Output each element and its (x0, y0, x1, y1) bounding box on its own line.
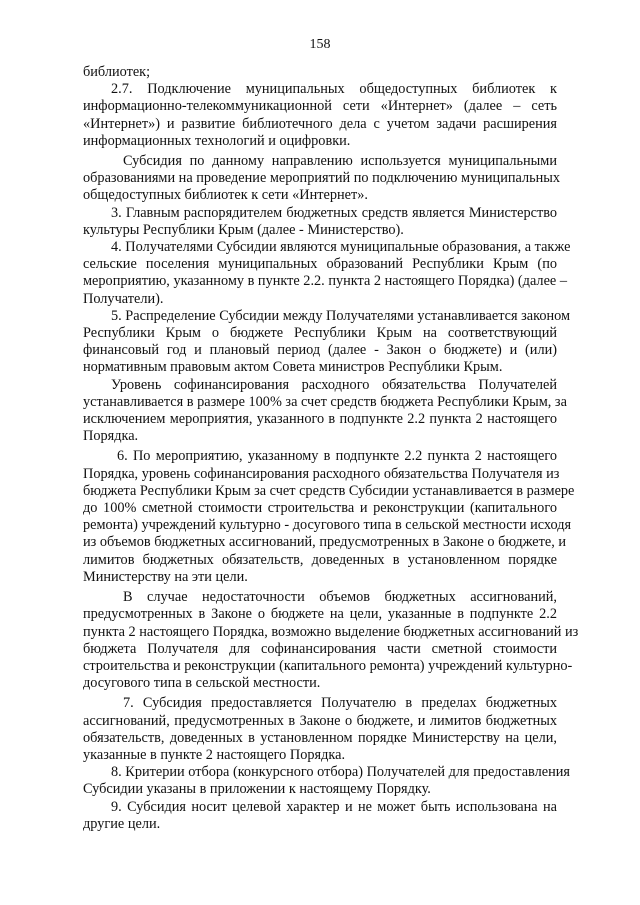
paragraph-5 (83, 307, 571, 377)
text-line: Республики Крым о бюджете Республики Крым на соответствующий (83, 325, 557, 342)
text-line: Порядка, уровень софинансирования расходного обязательства Получателя из (83, 465, 560, 482)
text-line: Порядка. (83, 428, 139, 445)
text-line: Субсидии указаны в приложении к настоящему Порядку. (83, 781, 431, 798)
text-line: предусмотренных в Законе о бюджете на цели, указанные в подпункте 2.2 (83, 606, 557, 623)
text-line: из объемов бюджетных ассигнований, предусмотренных в Законе о бюджете, и (83, 534, 567, 551)
text-line: 5. Распределение Субсидии между Получателями устанавливается законом (111, 307, 571, 324)
text-line: строительства и реконструкции (капитального ремонта) учреждений культурно- (83, 657, 573, 674)
text-line: информационных технологий и оцифровки. (83, 132, 351, 149)
text-line: 4. Получателями Субсидии являются муниципальные образования, а также (111, 239, 571, 256)
text-line: досугового типа в сельской местности. (83, 675, 321, 692)
text-line: бюджета Республики Крым за счет средств Субсидии устанавливается в размере (83, 482, 575, 499)
text-line: В случае недостаточности объемов бюджетных ассигнований, (123, 589, 557, 606)
page-number: 158 (309, 37, 331, 52)
text-line: финансовый год и плановый период (далее - Закон о бюджете) и (или) (83, 342, 557, 359)
text-line: обязательств, доведенных в установленном порядке Министерству на цели, (83, 729, 557, 746)
text-line: до 100% сметной стоимости строительства и реконструкции (капитального (83, 500, 557, 517)
text-line: устанавливается в размере 100% за счет средств бюджета Республики Крым, за (83, 393, 567, 410)
text-line: образованиями на проведение мероприятий по подключению муниципальных (83, 170, 561, 187)
paragraph-7 (83, 695, 557, 764)
text-line: мероприятию, указанному в пункте 2.2. пункта 2 настоящего Порядка) (далее – (83, 273, 567, 290)
text-line: общедоступных библиотек к сети «Интернет». (83, 187, 368, 204)
text-line: нормативным правовым актом Совета министров Республики Крым. (83, 359, 503, 376)
text-line: лимитов бюджетных обязательств, доведенных в установленном порядке (83, 551, 557, 568)
paragraph-cofinancing-level (83, 376, 567, 446)
text-line: Министерству на эти цели. (83, 568, 248, 585)
text-line: исключением мероприятия, указанного в подпункте 2.2 пункта 2 настоящего (83, 411, 557, 428)
document-body (83, 64, 579, 833)
text-line: информационно-телекоммуникационной сети «Интернет» (далее – сеть (83, 98, 557, 115)
text-line: другие цели. (83, 815, 161, 832)
text-line: 3. Главным распорядителем бюджетных средств является Министерство (111, 204, 557, 221)
text-line: ассигнований, предусмотренных в Законе о бюджете, и лимитов бюджетных (83, 712, 557, 729)
text-line: бюджета Получателя для софинансирования части сметной стоимости (83, 640, 557, 657)
text-line: библиотек; (83, 64, 151, 80)
text-line: 6. По мероприятию, указанному в подпункте 2.2 пункта 2 настоящего (117, 448, 557, 465)
text-line: сельские поселения муниципальных образований Республики Крым (по (83, 256, 557, 273)
text-line: Уровень софинансирования расходного обязательства Получателей (111, 376, 557, 393)
text-line: 2.7. Подключение муниципальных общедоступных библиотек к (111, 81, 557, 98)
paragraph-2-7 (83, 81, 557, 150)
text-line: Субсидия по данному направлению используется муниципальными (123, 153, 557, 170)
paragraph-insufficiency (83, 589, 579, 692)
text-line: пункта 2 настоящего Порядка, возможно выделение бюджетных ассигнований из (83, 623, 579, 640)
text-line: 9. Субсидия носит целевой характер и не может быть использована на (111, 798, 557, 815)
text-line: ремонта) учреждений культурно - досугового типа в сельской местности исходя (83, 517, 572, 534)
text-line: 8. Критерии отбора (конкурсного отбора) Получателей для предоставления (111, 764, 570, 781)
text-line: «Интернет») и развитие библиотечного дела с учетом задачи расширения (83, 115, 557, 132)
paragraph-3 (83, 205, 557, 239)
paragraph-subsidy-direction (83, 153, 561, 205)
paragraph-continuation (83, 64, 557, 81)
paragraph-4 (83, 239, 571, 308)
text-line: указанные в пункте 2 настоящего Порядка. (83, 746, 346, 763)
paragraph-9 (83, 799, 557, 833)
text-line: 7. Субсидия предоставляется Получателю в пределах бюджетных (123, 695, 557, 712)
text-line: Получатели). (83, 290, 164, 307)
paragraph-6 (83, 448, 575, 586)
paragraph-8 (83, 764, 570, 798)
text-line: культуры Республики Крым (далее - Министерство). (83, 221, 404, 238)
